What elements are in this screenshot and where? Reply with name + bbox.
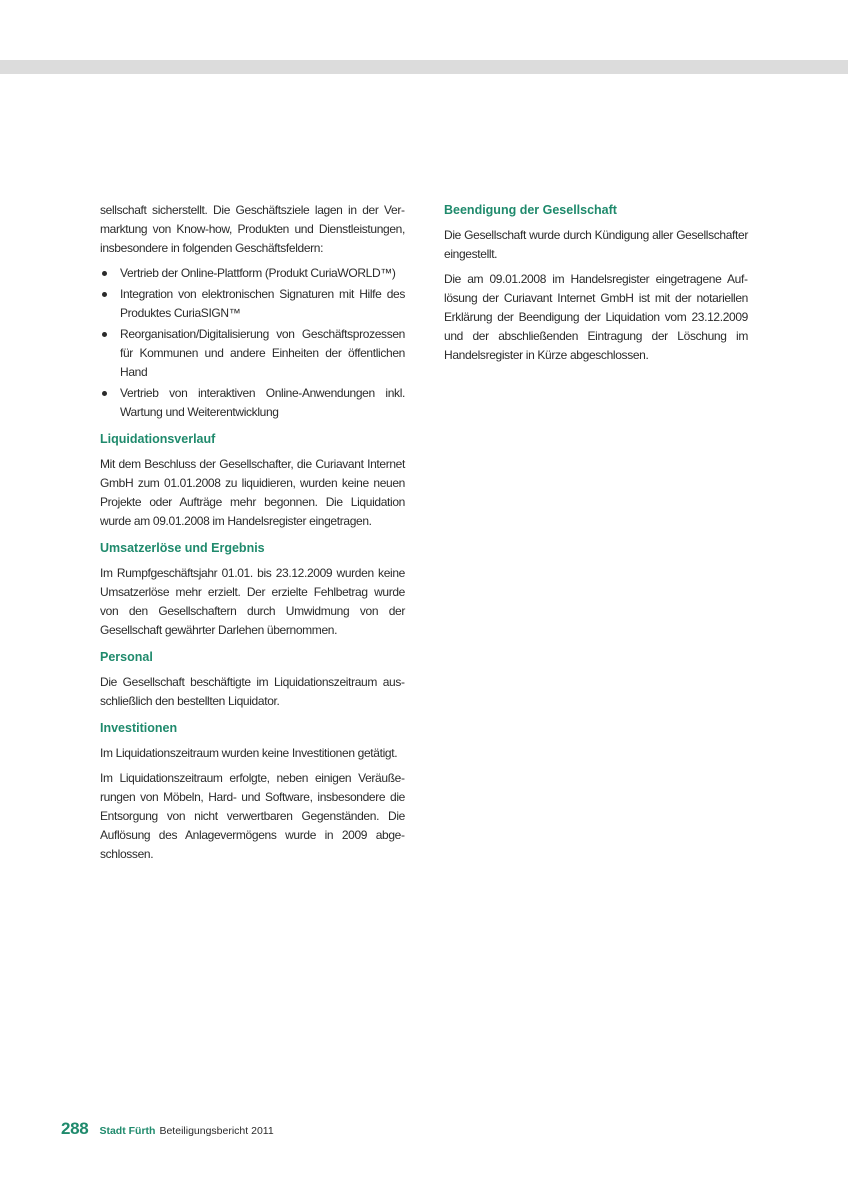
footer-title: Beteiligungsbericht 2011 <box>159 1125 274 1137</box>
section-paragraph: Die am 09.01.2008 im Handelsregister eingetragene Auflösung der Curiavant Internet GmbH ist mit der notariellen Erklärung der Beendigung der Liquidation vom 23.12.2009 und der abschließenden Eintragung der Löschung im Handelsregister in Kürze abgeschlossen. <box>444 272 748 362</box>
right-column <box>444 201 748 371</box>
section-heading-beendigung: Beendigung der Gesellschaft <box>444 203 617 217</box>
section-paragraph: Im Liquidationszeitraum erfolgte, neben einigen Veräußerungen von Möbeln, Hard- und Software, insbesondere die Entsorgung von nicht verwertbaren Gegenständen. Die Auflösung des Anlagevermögens wurde in 2009 abgeschlossen. <box>100 771 405 861</box>
list-item: Vertrieb von interaktiven Online-Anwendungen inkl. Wartung und Weiterentwicklung <box>100 384 405 422</box>
section-paragraph: Im Liquidationszeitraum wurden keine Investitionen getätigt. <box>100 746 398 760</box>
bullet-icon <box>102 332 107 337</box>
footer-brand: Stadt Fürth <box>99 1125 156 1137</box>
section-heading-umsatzerloese: Umsatzerlöse und Ergebnis <box>100 541 265 555</box>
page-number: 288 <box>61 1119 89 1138</box>
left-column <box>100 201 405 870</box>
page-footer <box>61 1119 274 1143</box>
section-paragraph: Im Rumpfgeschäftsjahr 01.01. bis 23.12.2009 wurden keine Umsatzerlöse mehr erzielt. Der erzielte Fehlbetrag wurde von den Gesellschaftern durch Umwidmung von der Gesellschaft gewährter Darlehen übernommen. <box>100 566 405 637</box>
section-heading-liquidationsverlauf: Liquidationsverlauf <box>100 432 216 446</box>
list-item: Vertrieb der Online-Plattform (Produkt CuriaWORLD™) <box>100 264 405 283</box>
section-paragraph: Die Gesellschaft beschäftigte im Liquidationszeitraum ausschließlich den bestellten Liquidator. <box>100 675 405 708</box>
bullet-icon <box>102 391 107 396</box>
list-item: Integration von elektronischen Signaturen mit Hilfe des Produktes CuriaSIGN™ <box>100 285 405 323</box>
business-fields-list <box>100 264 405 422</box>
intro-paragraph: sellschaft sicherstellt. Die Geschäftsziele lagen in der Vermarktung von Know-how, Produkten und Dienstleistungen, insbesondere in folgenden Geschäftsfeldern: <box>100 203 405 255</box>
list-item: Reorganisation/Digitalisierung von Geschäftsprozessen für Kommunen und andere Einheiten der öffentlichen Hand <box>100 325 405 382</box>
bullet-icon <box>102 292 107 297</box>
section-paragraph: Die Gesellschaft wurde durch Kündigung aller Gesellschafter eingestellt. <box>444 228 748 261</box>
section-heading-personal: Personal <box>100 650 153 664</box>
header-bar <box>0 60 848 74</box>
section-heading-investitionen: Investitionen <box>100 721 178 735</box>
section-paragraph: Mit dem Beschluss der Gesellschafter, die Curiavant Internet GmbH zum 01.01.2008 zu liquidieren, wurden keine neuen Projekte oder Aufträge mehr begonnen. Die Liquidation wurde am 09.01.2008 im Handelsregister eingetragen. <box>100 457 405 528</box>
bullet-icon <box>102 271 107 276</box>
